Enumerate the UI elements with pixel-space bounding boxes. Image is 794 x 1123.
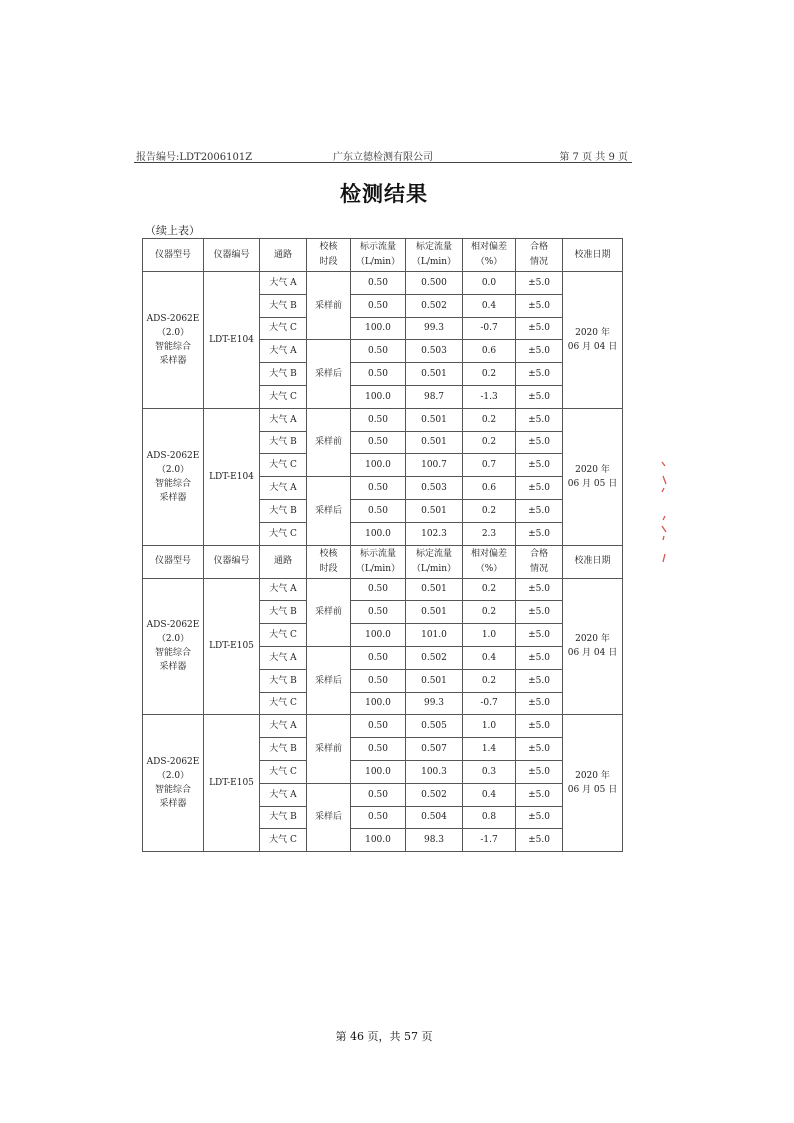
nominal-flow-cell: 0.50: [351, 601, 406, 624]
deviation-cell: 0.2: [463, 363, 516, 386]
nominal-flow-cell: 100.0: [351, 829, 406, 852]
calibration-date: 2020 年 06 月 04 日: [563, 578, 623, 715]
page-indicator: 第 7 页 共 9 页: [559, 152, 628, 163]
calibrated-flow-cell: 98.3: [406, 829, 463, 852]
calibrated-flow-cell: 0.501: [406, 669, 463, 692]
deviation-cell: 0.4: [463, 646, 516, 669]
calibration-date: 2020 年 06 月 05 日: [563, 408, 623, 545]
instrument-serial: LDT-E104: [204, 272, 260, 409]
channel-cell: 大气 C: [260, 624, 307, 647]
col-qualification-header: 合格 情况: [516, 239, 563, 272]
nominal-flow-cell: 100.0: [351, 760, 406, 783]
channel-cell: 大气 B: [260, 601, 307, 624]
deviation-cell: 0.8: [463, 806, 516, 829]
company-name: 广东立德检测有限公司: [333, 152, 433, 163]
nominal-flow-cell: 100.0: [351, 454, 406, 477]
channel-cell: 大气 A: [260, 272, 307, 295]
instrument-model: ADS-2062E （2.0） 智能综合 采样器: [143, 272, 204, 409]
calibrated-flow-cell: 102.3: [406, 522, 463, 545]
instrument-serial: LDT-E105: [204, 578, 260, 715]
qualification-cell: ±5.0: [516, 783, 563, 806]
col-channel-header: 通路: [260, 545, 307, 578]
qualification-cell: ±5.0: [516, 624, 563, 647]
calibrated-flow-cell: 100.3: [406, 760, 463, 783]
qualification-cell: ±5.0: [516, 363, 563, 386]
phase-cell: 采样前: [307, 715, 351, 783]
channel-cell: 大气 A: [260, 477, 307, 500]
channel-cell: 大气 C: [260, 522, 307, 545]
nominal-flow-cell: 0.50: [351, 272, 406, 295]
col-nominal-header: 标示流量 （L/min）: [351, 545, 406, 578]
col-qualification-header: 合格 情况: [516, 545, 563, 578]
channel-cell: 大气 B: [260, 294, 307, 317]
col-date-header: 校准日期: [563, 545, 623, 578]
col-model-header: 仪器型号: [143, 545, 204, 578]
qualification-cell: ±5.0: [516, 454, 563, 477]
col-deviation-header: 相对偏差 （%）: [463, 239, 516, 272]
calibrated-flow-cell: 98.7: [406, 385, 463, 408]
qualification-cell: ±5.0: [516, 385, 563, 408]
qualification-cell: ±5.0: [516, 294, 563, 317]
deviation-cell: 0.4: [463, 294, 516, 317]
phase-cell: 采样后: [307, 783, 351, 851]
qualification-cell: ±5.0: [516, 499, 563, 522]
qualification-cell: ±5.0: [516, 715, 563, 738]
calibration-date: 2020 年 06 月 05 日: [563, 715, 623, 852]
qualification-cell: ±5.0: [516, 829, 563, 852]
qualification-cell: ±5.0: [516, 601, 563, 624]
nominal-flow-cell: 0.50: [351, 499, 406, 522]
instrument-model: ADS-2062E （2.0） 智能综合 采样器: [143, 408, 204, 545]
deviation-cell: 0.2: [463, 601, 516, 624]
col-calibrated-header: 标定流量 （L/min）: [406, 545, 463, 578]
nominal-flow-cell: 0.50: [351, 431, 406, 454]
calibrated-flow-cell: 100.7: [406, 454, 463, 477]
channel-cell: 大气 C: [260, 760, 307, 783]
col-channel-header: 通路: [260, 239, 307, 272]
channel-cell: 大气 A: [260, 578, 307, 601]
nominal-flow-cell: 0.50: [351, 738, 406, 761]
deviation-cell: 2.3: [463, 522, 516, 545]
nominal-flow-cell: 0.50: [351, 340, 406, 363]
deviation-cell: -0.7: [463, 317, 516, 340]
results-table: [142, 238, 623, 852]
channel-cell: 大气 B: [260, 363, 307, 386]
channel-cell: 大气 B: [260, 738, 307, 761]
instrument-model: ADS-2062E （2.0） 智能综合 采样器: [143, 578, 204, 715]
nominal-flow-cell: 0.50: [351, 408, 406, 431]
nominal-flow-cell: 100.0: [351, 385, 406, 408]
phase-cell: 采样后: [307, 340, 351, 408]
nominal-flow-cell: 0.50: [351, 646, 406, 669]
nominal-flow-cell: 0.50: [351, 715, 406, 738]
calibrated-flow-cell: 0.505: [406, 715, 463, 738]
table-header-row: [143, 239, 623, 272]
col-deviation-header: 相对偏差 （%）: [463, 545, 516, 578]
calibrated-flow-cell: 99.3: [406, 317, 463, 340]
col-serial-header: 仪器编号: [204, 239, 260, 272]
qualification-cell: ±5.0: [516, 692, 563, 715]
phase-cell: 采样后: [307, 477, 351, 545]
channel-cell: 大气 A: [260, 408, 307, 431]
nominal-flow-cell: 100.0: [351, 692, 406, 715]
header-divider: [134, 162, 632, 163]
deviation-cell: -0.7: [463, 692, 516, 715]
qualification-cell: ±5.0: [516, 408, 563, 431]
qualification-cell: ±5.0: [516, 431, 563, 454]
qualification-cell: ±5.0: [516, 578, 563, 601]
calibrated-flow-cell: 0.503: [406, 477, 463, 500]
deviation-cell: -1.7: [463, 829, 516, 852]
deviation-cell: 0.2: [463, 431, 516, 454]
nominal-flow-cell: 0.50: [351, 669, 406, 692]
calibrated-flow-cell: 0.500: [406, 272, 463, 295]
channel-cell: 大气 A: [260, 340, 307, 363]
qualification-cell: ±5.0: [516, 522, 563, 545]
deviation-cell: 0.4: [463, 783, 516, 806]
instrument-serial: LDT-E105: [204, 715, 260, 852]
calibrated-flow-cell: 0.502: [406, 294, 463, 317]
instrument-serial: LDT-E104: [204, 408, 260, 545]
nominal-flow-cell: 0.50: [351, 806, 406, 829]
channel-cell: 大气 B: [260, 499, 307, 522]
channel-cell: 大气 B: [260, 669, 307, 692]
seal-stamp-edge: [660, 460, 668, 568]
channel-cell: 大气 C: [260, 385, 307, 408]
calibrated-flow-cell: 0.501: [406, 499, 463, 522]
calibrated-flow-cell: 101.0: [406, 624, 463, 647]
nominal-flow-cell: 0.50: [351, 477, 406, 500]
col-serial-header: 仪器编号: [204, 545, 260, 578]
channel-cell: 大气 C: [260, 692, 307, 715]
phase-cell: 采样前: [307, 578, 351, 646]
continued-note: （续上表）: [145, 224, 200, 237]
calibrated-flow-cell: 0.501: [406, 601, 463, 624]
col-model-header: 仪器型号: [143, 239, 204, 272]
col-phase-header: 校核 时段: [307, 545, 351, 578]
qualification-cell: ±5.0: [516, 340, 563, 363]
channel-cell: 大气 A: [260, 783, 307, 806]
calibrated-flow-cell: 99.3: [406, 692, 463, 715]
deviation-cell: 0.2: [463, 669, 516, 692]
calibrated-flow-cell: 0.502: [406, 646, 463, 669]
deviation-cell: 1.0: [463, 624, 516, 647]
col-calibrated-header: 标定流量 （L/min）: [406, 239, 463, 272]
channel-cell: 大气 C: [260, 317, 307, 340]
qualification-cell: ±5.0: [516, 669, 563, 692]
calibrated-flow-cell: 0.502: [406, 783, 463, 806]
deviation-cell: 0.6: [463, 477, 516, 500]
col-nominal-header: 标示流量 （L/min）: [351, 239, 406, 272]
channel-cell: 大气 B: [260, 806, 307, 829]
calibrated-flow-cell: 0.501: [406, 578, 463, 601]
nominal-flow-cell: 100.0: [351, 624, 406, 647]
qualification-cell: ±5.0: [516, 760, 563, 783]
calibrated-flow-cell: 0.504: [406, 806, 463, 829]
calibrated-flow-cell: 0.501: [406, 431, 463, 454]
col-phase-header: 校核 时段: [307, 239, 351, 272]
page-footer: 第 46 页，共 57 页: [335, 1030, 433, 1043]
calibrated-flow-cell: 0.501: [406, 363, 463, 386]
deviation-cell: 0.7: [463, 454, 516, 477]
col-date-header: 校准日期: [563, 239, 623, 272]
channel-cell: 大气 C: [260, 829, 307, 852]
phase-cell: 采样前: [307, 408, 351, 476]
calibration-date: 2020 年 06 月 04 日: [563, 272, 623, 409]
nominal-flow-cell: 100.0: [351, 522, 406, 545]
table-row: [143, 408, 623, 431]
channel-cell: 大气 A: [260, 715, 307, 738]
qualification-cell: ±5.0: [516, 806, 563, 829]
deviation-cell: 0.2: [463, 578, 516, 601]
deviation-cell: 0.6: [463, 340, 516, 363]
deviation-cell: 0.2: [463, 408, 516, 431]
channel-cell: 大气 B: [260, 431, 307, 454]
phase-cell: 采样后: [307, 646, 351, 714]
qualification-cell: ±5.0: [516, 477, 563, 500]
nominal-flow-cell: 100.0: [351, 317, 406, 340]
table-row: [143, 715, 623, 738]
calibrated-flow-cell: 0.507: [406, 738, 463, 761]
table-header-row: [143, 545, 623, 578]
deviation-cell: 0.0: [463, 272, 516, 295]
qualification-cell: ±5.0: [516, 272, 563, 295]
deviation-cell: -1.3: [463, 385, 516, 408]
qualification-cell: ±5.0: [516, 738, 563, 761]
table-row: [143, 272, 623, 295]
report-number: 报告编号:LDT2006101Z: [136, 152, 253, 163]
channel-cell: 大气 C: [260, 454, 307, 477]
channel-cell: 大气 A: [260, 646, 307, 669]
instrument-model: ADS-2062E （2.0） 智能综合 采样器: [143, 715, 204, 852]
deviation-cell: 1.0: [463, 715, 516, 738]
calibrated-flow-cell: 0.501: [406, 408, 463, 431]
phase-cell: 采样前: [307, 272, 351, 340]
qualification-cell: ±5.0: [516, 317, 563, 340]
page-header: [136, 148, 628, 162]
nominal-flow-cell: 0.50: [351, 783, 406, 806]
page-title: 检测结果: [340, 182, 428, 206]
qualification-cell: ±5.0: [516, 646, 563, 669]
deviation-cell: 0.3: [463, 760, 516, 783]
nominal-flow-cell: 0.50: [351, 578, 406, 601]
deviation-cell: 1.4: [463, 738, 516, 761]
table-row: [143, 578, 623, 601]
nominal-flow-cell: 0.50: [351, 363, 406, 386]
calibrated-flow-cell: 0.503: [406, 340, 463, 363]
deviation-cell: 0.2: [463, 499, 516, 522]
nominal-flow-cell: 0.50: [351, 294, 406, 317]
